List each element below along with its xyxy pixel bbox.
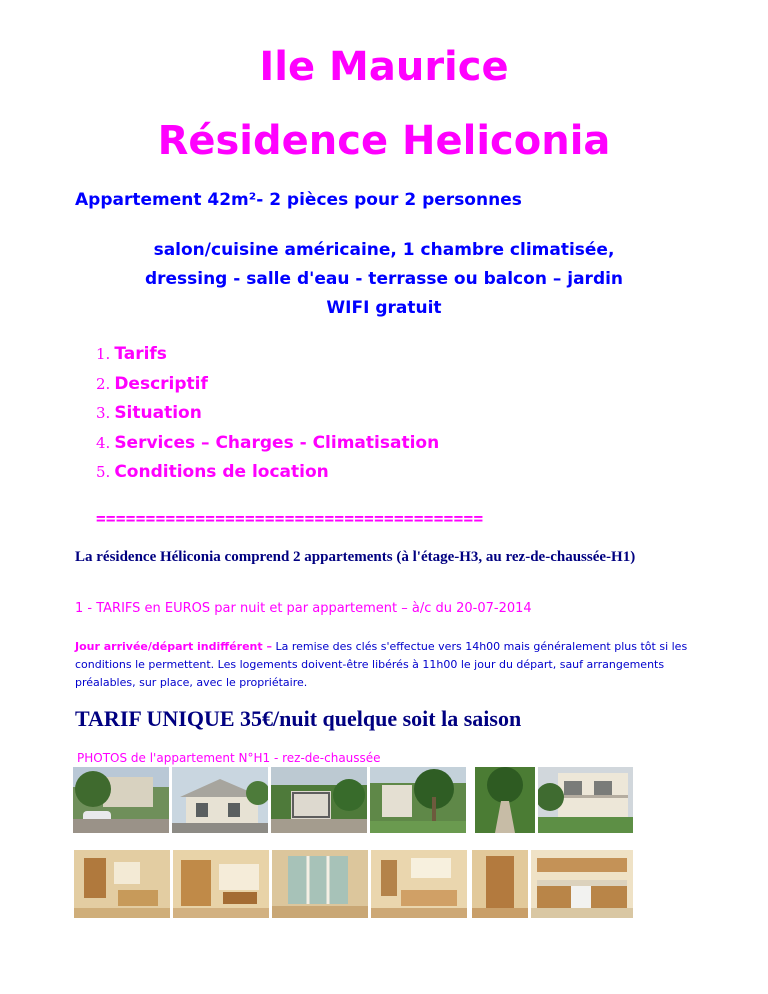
photo-house-front[interactable] [172, 767, 268, 833]
photo-palm-terrace[interactable] [370, 767, 466, 833]
separator-line: ======================================= [96, 509, 484, 528]
menu-link-descriptif[interactable]: Descriptif [114, 373, 208, 394]
page-title: Ile Maurice [259, 44, 509, 90]
menu-link-services[interactable]: Services – Charges - Climatisation [114, 432, 440, 453]
apartment-subtitle: Appartement 42m²- 2 pièces pour 2 personnes [75, 190, 522, 210]
menu-item-tarifs[interactable] [96, 340, 439, 370]
conditions-text: La remise des clés s'effectue vers 14h00 mais généralement plus tôt si les conditions le permettent. Les logements doivent-être libérés à 11h00 le jour du départ, sauf arrangements préalables, sur place, avec le propriétaire. [75, 640, 688, 689]
tarifs-heading: 1 - TARIFS en EUROS par nuit et par appartement – à/c du 20-07-2014 [75, 601, 532, 616]
menu-item-descriptif[interactable] [96, 370, 439, 400]
photo-bay-window[interactable] [272, 850, 368, 918]
conditions-bold: Jour arrivée/départ indifférent – [75, 640, 272, 653]
tarif-unique: TARIF UNIQUE 35€/nuit quelque soit la saison [75, 706, 522, 731]
photo-balcony-building[interactable] [538, 767, 633, 833]
photo-hallway[interactable] [472, 850, 528, 918]
residence-title: Résidence Heliconia [157, 118, 611, 164]
menu-number: 5. [96, 463, 111, 481]
photo-lounge[interactable] [371, 850, 467, 918]
arrival-conditions [75, 638, 715, 692]
photos-heading: PHOTOS de l'appartement N°H1 - rez-de-chaussée [77, 751, 381, 765]
description-line: WIFI gratuit [326, 298, 442, 318]
photo-kitchen-door[interactable] [173, 850, 269, 918]
menu-item-services[interactable] [96, 429, 439, 459]
description-line: dressing - salle d'eau - terrasse ou balcon – jardin [144, 269, 624, 289]
menu-item-situation[interactable] [96, 399, 439, 429]
menu-link-tarifs[interactable]: Tarifs [114, 344, 167, 364]
menu-link-conditions[interactable]: Conditions de location [114, 462, 329, 482]
menu-number: 2. [96, 374, 111, 393]
description-line: salon/cuisine américaine, 1 chambre climatisée, [153, 240, 615, 260]
section-menu [96, 340, 439, 488]
photo-gate-garden[interactable] [271, 767, 367, 833]
photo-exterior-car[interactable] [73, 767, 169, 833]
menu-number: 4. [96, 433, 111, 452]
menu-number: 3. [96, 404, 111, 422]
photo-garden-path[interactable] [475, 767, 535, 833]
photo-kitchen[interactable] [531, 850, 633, 918]
photo-living-room[interactable] [74, 850, 170, 918]
menu-link-situation[interactable]: Situation [114, 403, 202, 423]
menu-item-conditions[interactable] [96, 458, 439, 488]
menu-number: 1. [96, 345, 111, 363]
apartment-description [0, 236, 768, 323]
residence-text: La résidence Héliconia comprend 2 appartements (à l'étage-H3, au rez-de-chaussée-H1) [75, 549, 636, 565]
